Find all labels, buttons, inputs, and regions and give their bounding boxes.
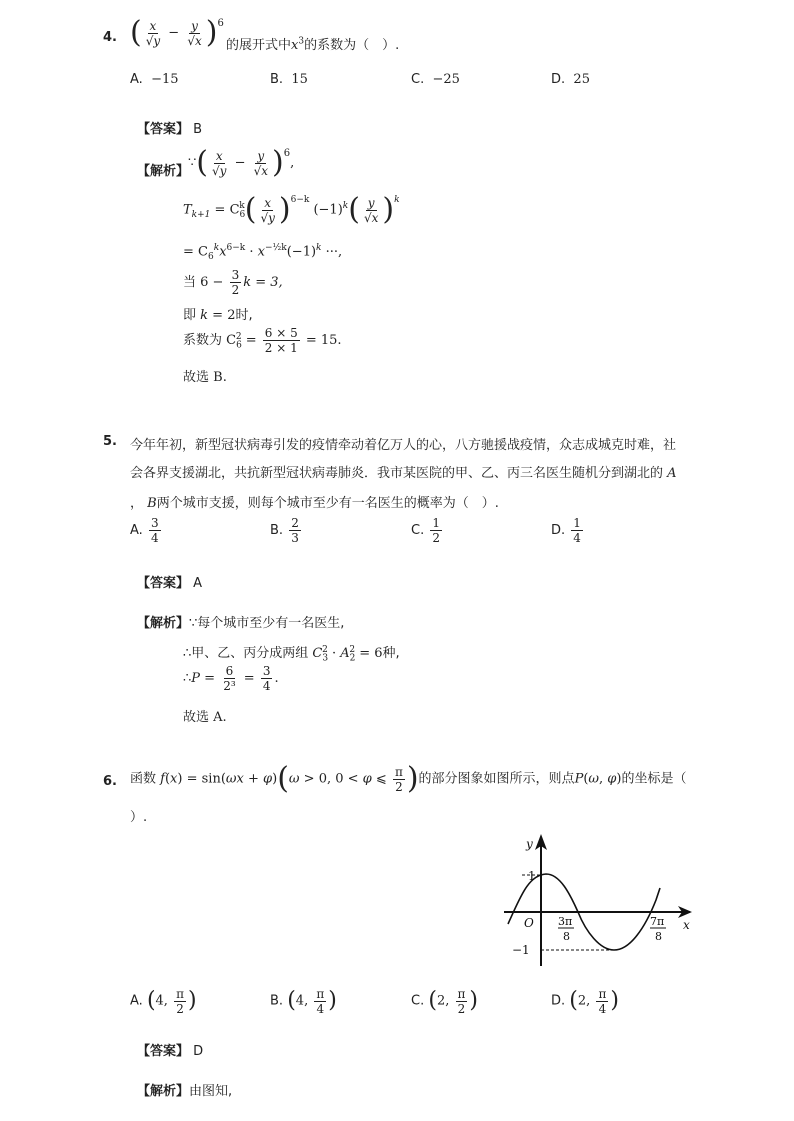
q5-analysis-line1: 【解析】∵每个城市至少有一名医生, (137, 616, 345, 631)
question-6-number: 6. (103, 774, 117, 789)
q5-analysis-line3: ∴P = $\frac{6}{\text{2³}}$ = $\frac{3}{4}$ . (183, 664, 279, 693)
question-5-number: 5. (103, 434, 117, 449)
q5-text-line1: 今年年初，新型冠状病毒引发的疫情牵动着亿万人的心，八方驰援战疫情，众志成城克时难，社 (130, 438, 677, 453)
tick-3pi-8-num: 3π (558, 915, 573, 928)
q4-analysis-line5: 即 k = 2时, (183, 308, 253, 323)
q6-option-a[interactable]: A. (4, $\frac{\pi}{2}$ ) (130, 986, 197, 1016)
q5-option-d[interactable]: D. $\frac{1}{4}$ (551, 516, 581, 545)
q4-analysis-label: 【解析】 (137, 164, 190, 179)
q4-option-d[interactable]: D. 25 (551, 72, 590, 87)
q6-stem-line2: ）. (130, 810, 148, 825)
q4-analysis-line2: $T_{k+1} = C_6^k$( $\frac{x}{√y}$ )$^{6-k}$ $(-1)^k$( $\frac{y}{√x}$ )$^k$ (183, 192, 400, 227)
q5-analysis-line2: ∴甲、乙、丙分成两组 $C_3^2 \cdot A_2^2 = 6$种, (183, 644, 400, 664)
question-4-number: 4. (103, 30, 117, 45)
q6-sine-graph (500, 828, 700, 970)
q4-expression: ( $\frac{x}{√y}$ − $\frac{y}{√x}$ )$^6$ (130, 15, 224, 50)
q6-answer: 【答案】 D (137, 1044, 204, 1059)
q4-analysis-line7: 故选 B. (183, 370, 227, 385)
y-axis-label: y (526, 837, 533, 851)
q4-option-b[interactable]: B. 15 (270, 72, 308, 87)
q6-stem-line1: 函数 f(x) = sin(ωx + φ)(ω > 0, 0 < φ ⩽ $\frac{\pi}{2}$ )的部分图象如图所示，则点P(ω, φ)的坐标是（ (130, 761, 687, 796)
q5-option-a[interactable]: A. $\frac{3}{4}$ (130, 516, 159, 545)
q4-stem: 的展开式中$x^3$的系数为（ ）. (226, 36, 400, 53)
q5-option-b[interactable]: B. $\frac{2}{3}$ (270, 516, 299, 545)
q4-analysis-line1: ∵( $\frac{x}{√y}$ − $\frac{y}{√x}$ )$^6$, (188, 145, 295, 180)
q4-option-a[interactable]: A. −15 (130, 72, 179, 87)
q4-option-c[interactable]: C. −25 (411, 72, 460, 87)
q6-option-c[interactable]: C. (2, $\frac{\pi}{2}$ ) (411, 986, 478, 1016)
tick-7pi-8-den: 8 (655, 930, 662, 943)
q4-analysis-line3: = $C_6^kx^{6-k} \cdot x^{-\frac{1}{2}k}(-1)^k$ ···, (183, 243, 343, 262)
tick-3pi-8-den: 8 (563, 930, 570, 943)
q4-analysis-line4: 当 6 − $\frac{3}{2}$ k = 3, (183, 268, 283, 297)
origin-label: O (524, 916, 534, 930)
q5-analysis-line4: 故选 A. (183, 710, 227, 725)
q5-text-line3: ， B两个城市支援，则每个城市至少有一名医生的概率为（ ）. (130, 496, 499, 511)
x-axis-label: x (683, 918, 690, 932)
tick-one: 1 (528, 869, 536, 883)
tick-neg-one: −1 (512, 943, 530, 957)
q4-analysis-line6: 系数为 $C_6^2$ = $\frac{6 \times 5}{2 \times 1}$ = 15. (183, 326, 342, 355)
q5-answer: 【答案】 A (137, 576, 203, 591)
q4-answer: 【答案】 B (137, 122, 203, 137)
q6-option-d[interactable]: D. (2, $\frac{\pi}{4}$ ) (551, 986, 619, 1016)
tick-7pi-8-num: 7π (650, 915, 665, 928)
q5-text-line2: 会各界支援湖北，共抗新型冠状病毒肺炎．我市某医院的甲、乙、丙三名医生随机分到湖北的 A (130, 466, 677, 481)
q6-option-b[interactable]: B. (4, $\frac{\pi}{4}$ ) (270, 986, 337, 1016)
q6-analysis: 【解析】由图知, (137, 1084, 233, 1099)
q5-option-c[interactable]: C. $\frac{1}{2}$ (411, 516, 440, 545)
